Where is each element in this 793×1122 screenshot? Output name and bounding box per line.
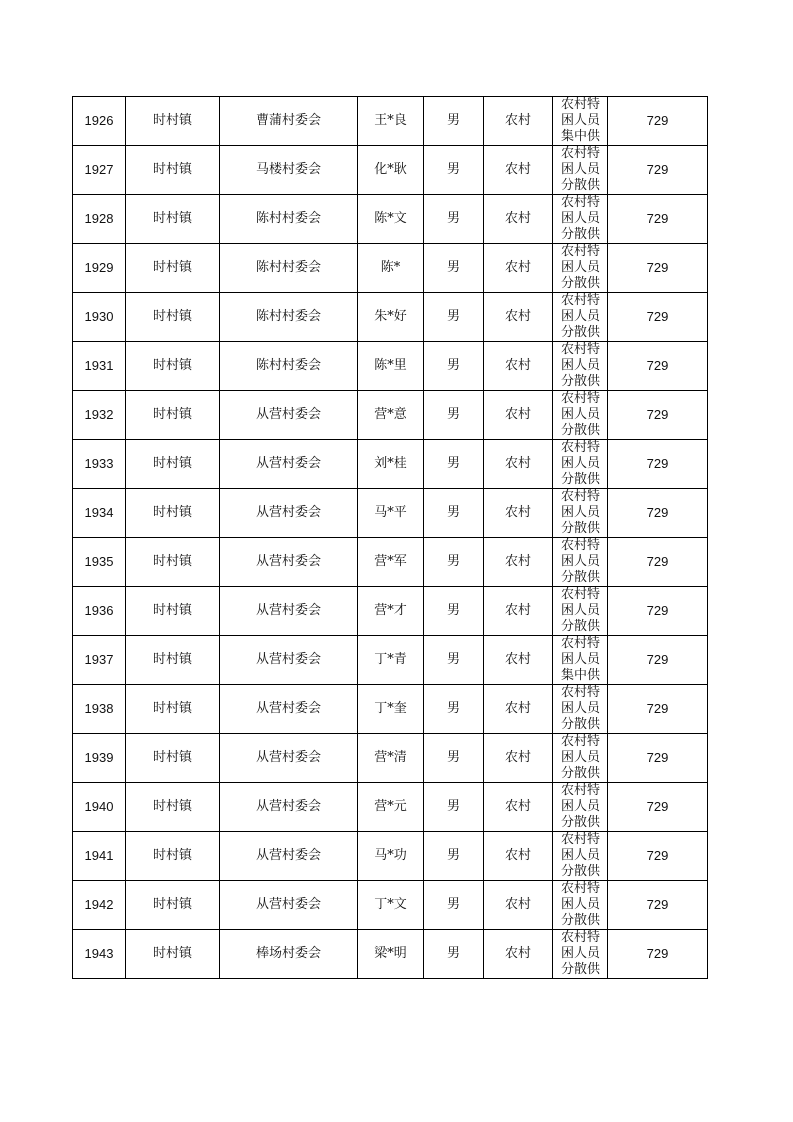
village-committee-cell: 从营村委会 xyxy=(220,734,358,783)
village-committee-cell: 从营村委会 xyxy=(220,881,358,930)
residence-type-cell: 农村 xyxy=(484,734,553,783)
table-row xyxy=(73,832,708,881)
gender-cell: 男 xyxy=(424,587,484,636)
town-cell: 时村镇 xyxy=(126,783,220,832)
support-category-cell xyxy=(553,489,608,538)
gender-cell: 男 xyxy=(424,489,484,538)
gender-cell: 男 xyxy=(424,538,484,587)
table-row xyxy=(73,342,708,391)
gender-cell: 男 xyxy=(424,195,484,244)
town-cell: 时村镇 xyxy=(126,832,220,881)
support-category-line: 农村特 xyxy=(561,636,601,651)
support-category-line: 分散供 xyxy=(561,423,601,438)
village-committee-cell: 从营村委会 xyxy=(220,832,358,881)
person-name-cell: 营*清 xyxy=(358,734,424,783)
town-cell: 时村镇 xyxy=(126,734,220,783)
village-committee-cell: 马楼村委会 xyxy=(220,146,358,195)
support-category-line: 农村特 xyxy=(561,881,601,896)
residence-type-cell: 农村 xyxy=(484,391,553,440)
amount-cell: 729 xyxy=(608,636,708,685)
support-category-line: 农村特 xyxy=(561,832,601,847)
village-committee-cell: 从营村委会 xyxy=(220,391,358,440)
person-name-cell: 陈* xyxy=(358,244,424,293)
village-committee-cell: 曹蒲村委会 xyxy=(220,97,358,146)
support-category-line: 困人员 xyxy=(561,701,601,716)
table-row xyxy=(73,146,708,195)
serial-number-cell: 1941 xyxy=(73,832,126,881)
town-cell: 时村镇 xyxy=(126,391,220,440)
residence-type-cell: 农村 xyxy=(484,244,553,293)
amount-cell: 729 xyxy=(608,685,708,734)
amount-cell: 729 xyxy=(608,391,708,440)
village-committee-cell: 陈村村委会 xyxy=(220,342,358,391)
village-committee-cell: 从营村委会 xyxy=(220,783,358,832)
support-category-text xyxy=(553,489,607,537)
serial-number-cell: 1940 xyxy=(73,783,126,832)
table-row xyxy=(73,538,708,587)
support-category-line: 困人员 xyxy=(561,946,601,961)
serial-number-cell: 1943 xyxy=(73,930,126,979)
residence-type-cell: 农村 xyxy=(484,636,553,685)
support-category-line: 农村特 xyxy=(561,391,601,406)
person-name-cell: 朱*好 xyxy=(358,293,424,342)
amount-cell: 729 xyxy=(608,97,708,146)
town-cell: 时村镇 xyxy=(126,636,220,685)
amount-cell: 729 xyxy=(608,489,708,538)
village-committee-cell: 陈村村委会 xyxy=(220,244,358,293)
amount-cell: 729 xyxy=(608,244,708,293)
village-committee-cell: 从营村委会 xyxy=(220,685,358,734)
support-category-line: 分散供 xyxy=(561,570,601,585)
amount-cell: 729 xyxy=(608,587,708,636)
amount-cell: 729 xyxy=(608,734,708,783)
support-category-line: 农村特 xyxy=(561,538,601,553)
support-category-line: 分散供 xyxy=(561,521,601,536)
support-category-line: 分散供 xyxy=(561,178,601,193)
person-name-cell: 营*元 xyxy=(358,783,424,832)
table-row xyxy=(73,636,708,685)
village-committee-cell: 棒场村委会 xyxy=(220,930,358,979)
support-category-cell xyxy=(553,195,608,244)
village-committee-cell: 从营村委会 xyxy=(220,489,358,538)
support-category-line: 分散供 xyxy=(561,766,601,781)
support-category-text xyxy=(553,342,607,390)
town-cell: 时村镇 xyxy=(126,930,220,979)
residence-type-cell: 农村 xyxy=(484,538,553,587)
support-category-line: 困人员 xyxy=(561,162,601,177)
support-category-line: 困人员 xyxy=(561,358,601,373)
residence-type-cell: 农村 xyxy=(484,587,553,636)
support-category-line: 集中供 xyxy=(561,668,601,683)
person-name-cell: 陈*文 xyxy=(358,195,424,244)
town-cell: 时村镇 xyxy=(126,440,220,489)
serial-number-cell: 1936 xyxy=(73,587,126,636)
support-category-text xyxy=(553,440,607,488)
support-category-line: 分散供 xyxy=(561,815,601,830)
person-name-cell: 营*意 xyxy=(358,391,424,440)
village-committee-cell: 从营村委会 xyxy=(220,440,358,489)
support-category-text xyxy=(553,881,607,929)
serial-number-cell: 1931 xyxy=(73,342,126,391)
support-category-line: 困人员 xyxy=(561,407,601,422)
support-category-cell xyxy=(553,146,608,195)
support-category-line: 困人员 xyxy=(561,505,601,520)
support-category-cell xyxy=(553,881,608,930)
amount-cell: 729 xyxy=(608,538,708,587)
table-row xyxy=(73,440,708,489)
support-category-line: 困人员 xyxy=(561,603,601,618)
amount-cell: 729 xyxy=(608,881,708,930)
support-category-line: 农村特 xyxy=(561,930,601,945)
support-category-line: 农村特 xyxy=(561,587,601,602)
support-category-line: 集中供 xyxy=(561,129,601,144)
support-category-line: 困人员 xyxy=(561,554,601,569)
support-category-line: 困人员 xyxy=(561,799,601,814)
gender-cell: 男 xyxy=(424,685,484,734)
village-committee-cell: 陈村村委会 xyxy=(220,195,358,244)
table-row xyxy=(73,489,708,538)
town-cell: 时村镇 xyxy=(126,538,220,587)
gender-cell: 男 xyxy=(424,783,484,832)
support-category-line: 困人员 xyxy=(561,211,601,226)
support-category-line: 农村特 xyxy=(561,685,601,700)
support-category-line: 农村特 xyxy=(561,489,601,504)
table-row xyxy=(73,587,708,636)
support-category-line: 困人员 xyxy=(561,848,601,863)
residence-type-cell: 农村 xyxy=(484,195,553,244)
serial-number-cell: 1939 xyxy=(73,734,126,783)
gender-cell: 男 xyxy=(424,342,484,391)
roster-body xyxy=(73,97,708,979)
support-category-text xyxy=(553,146,607,194)
town-cell: 时村镇 xyxy=(126,587,220,636)
person-name-cell: 陈*里 xyxy=(358,342,424,391)
support-category-line: 困人员 xyxy=(561,113,601,128)
support-category-line: 分散供 xyxy=(561,717,601,732)
town-cell: 时村镇 xyxy=(126,97,220,146)
support-category-line: 分散供 xyxy=(561,962,601,977)
support-category-cell xyxy=(553,342,608,391)
support-category-cell xyxy=(553,734,608,783)
support-category-cell xyxy=(553,832,608,881)
town-cell: 时村镇 xyxy=(126,489,220,538)
residence-type-cell: 农村 xyxy=(484,342,553,391)
person-name-cell: 丁*奎 xyxy=(358,685,424,734)
support-category-line: 农村特 xyxy=(561,734,601,749)
gender-cell: 男 xyxy=(424,636,484,685)
support-category-cell xyxy=(553,391,608,440)
town-cell: 时村镇 xyxy=(126,881,220,930)
person-name-cell: 马*功 xyxy=(358,832,424,881)
support-category-line: 农村特 xyxy=(561,195,601,210)
serial-number-cell: 1929 xyxy=(73,244,126,293)
amount-cell: 729 xyxy=(608,832,708,881)
support-category-line: 分散供 xyxy=(561,864,601,879)
support-category-line: 分散供 xyxy=(561,619,601,634)
support-category-line: 困人员 xyxy=(561,309,601,324)
support-category-text xyxy=(553,832,607,880)
support-category-cell xyxy=(553,293,608,342)
serial-number-cell: 1926 xyxy=(73,97,126,146)
support-category-line: 分散供 xyxy=(561,374,601,389)
gender-cell: 男 xyxy=(424,832,484,881)
amount-cell: 729 xyxy=(608,293,708,342)
serial-number-cell: 1928 xyxy=(73,195,126,244)
serial-number-cell: 1927 xyxy=(73,146,126,195)
residence-type-cell: 农村 xyxy=(484,440,553,489)
residence-type-cell: 农村 xyxy=(484,881,553,930)
support-category-line: 农村特 xyxy=(561,97,601,112)
amount-cell: 729 xyxy=(608,342,708,391)
gender-cell: 男 xyxy=(424,391,484,440)
serial-number-cell: 1937 xyxy=(73,636,126,685)
support-category-line: 分散供 xyxy=(561,913,601,928)
person-name-cell: 营*才 xyxy=(358,587,424,636)
residence-type-cell: 农村 xyxy=(484,832,553,881)
support-category-line: 农村特 xyxy=(561,293,601,308)
support-category-line: 农村特 xyxy=(561,342,601,357)
amount-cell: 729 xyxy=(608,440,708,489)
table-row xyxy=(73,930,708,979)
support-category-text xyxy=(553,734,607,782)
support-category-cell xyxy=(553,538,608,587)
town-cell: 时村镇 xyxy=(126,244,220,293)
support-category-line: 农村特 xyxy=(561,146,601,161)
town-cell: 时村镇 xyxy=(126,195,220,244)
amount-cell: 729 xyxy=(608,930,708,979)
town-cell: 时村镇 xyxy=(126,342,220,391)
support-category-cell xyxy=(553,783,608,832)
serial-number-cell: 1930 xyxy=(73,293,126,342)
village-committee-cell: 陈村村委会 xyxy=(220,293,358,342)
table-row xyxy=(73,97,708,146)
gender-cell: 男 xyxy=(424,293,484,342)
support-category-cell xyxy=(553,587,608,636)
support-category-text xyxy=(553,538,607,586)
support-category-line: 分散供 xyxy=(561,227,601,242)
support-category-text xyxy=(553,391,607,439)
residence-type-cell: 农村 xyxy=(484,146,553,195)
town-cell: 时村镇 xyxy=(126,293,220,342)
gender-cell: 男 xyxy=(424,244,484,293)
table-row xyxy=(73,881,708,930)
support-category-text xyxy=(553,685,607,733)
support-category-line: 困人员 xyxy=(561,897,601,912)
amount-cell: 729 xyxy=(608,783,708,832)
person-name-cell: 梁*明 xyxy=(358,930,424,979)
support-category-line: 困人员 xyxy=(561,260,601,275)
residence-type-cell: 农村 xyxy=(484,97,553,146)
person-name-cell: 王*良 xyxy=(358,97,424,146)
table-row xyxy=(73,244,708,293)
town-cell: 时村镇 xyxy=(126,685,220,734)
amount-cell: 729 xyxy=(608,195,708,244)
person-name-cell: 营*军 xyxy=(358,538,424,587)
relief-roster-table xyxy=(72,96,708,979)
support-category-line: 农村特 xyxy=(561,783,601,798)
support-category-line: 农村特 xyxy=(561,244,601,259)
support-category-text xyxy=(553,783,607,831)
table-row xyxy=(73,685,708,734)
gender-cell: 男 xyxy=(424,734,484,783)
gender-cell: 男 xyxy=(424,881,484,930)
support-category-line: 农村特 xyxy=(561,440,601,455)
support-category-text xyxy=(553,195,607,243)
gender-cell: 男 xyxy=(424,930,484,979)
support-category-cell xyxy=(553,636,608,685)
village-committee-cell: 从营村委会 xyxy=(220,636,358,685)
town-cell: 时村镇 xyxy=(126,146,220,195)
person-name-cell: 丁*文 xyxy=(358,881,424,930)
village-committee-cell: 从营村委会 xyxy=(220,538,358,587)
table-row xyxy=(73,195,708,244)
support-category-cell xyxy=(553,97,608,146)
support-category-line: 困人员 xyxy=(561,456,601,471)
support-category-text xyxy=(553,587,607,635)
support-category-text xyxy=(553,244,607,292)
gender-cell: 男 xyxy=(424,146,484,195)
support-category-cell xyxy=(553,440,608,489)
support-category-text xyxy=(553,97,607,145)
table-row xyxy=(73,293,708,342)
person-name-cell: 刘*桂 xyxy=(358,440,424,489)
serial-number-cell: 1933 xyxy=(73,440,126,489)
table-row xyxy=(73,734,708,783)
support-category-line: 困人员 xyxy=(561,652,601,667)
serial-number-cell: 1938 xyxy=(73,685,126,734)
serial-number-cell: 1934 xyxy=(73,489,126,538)
support-category-line: 分散供 xyxy=(561,276,601,291)
serial-number-cell: 1932 xyxy=(73,391,126,440)
person-name-cell: 丁*青 xyxy=(358,636,424,685)
support-category-cell xyxy=(553,930,608,979)
support-category-text xyxy=(553,930,607,978)
person-name-cell: 化*耿 xyxy=(358,146,424,195)
support-category-line: 分散供 xyxy=(561,472,601,487)
residence-type-cell: 农村 xyxy=(484,930,553,979)
support-category-cell xyxy=(553,244,608,293)
support-category-line: 分散供 xyxy=(561,325,601,340)
village-committee-cell: 从营村委会 xyxy=(220,587,358,636)
residence-type-cell: 农村 xyxy=(484,489,553,538)
residence-type-cell: 农村 xyxy=(484,783,553,832)
gender-cell: 男 xyxy=(424,97,484,146)
amount-cell: 729 xyxy=(608,146,708,195)
support-category-text xyxy=(553,636,607,684)
residence-type-cell: 农村 xyxy=(484,685,553,734)
table-row xyxy=(73,391,708,440)
support-category-cell xyxy=(553,685,608,734)
support-category-text xyxy=(553,293,607,341)
support-category-line: 困人员 xyxy=(561,750,601,765)
serial-number-cell: 1942 xyxy=(73,881,126,930)
table-row xyxy=(73,783,708,832)
residence-type-cell: 农村 xyxy=(484,293,553,342)
serial-number-cell: 1935 xyxy=(73,538,126,587)
gender-cell: 男 xyxy=(424,440,484,489)
person-name-cell: 马*平 xyxy=(358,489,424,538)
